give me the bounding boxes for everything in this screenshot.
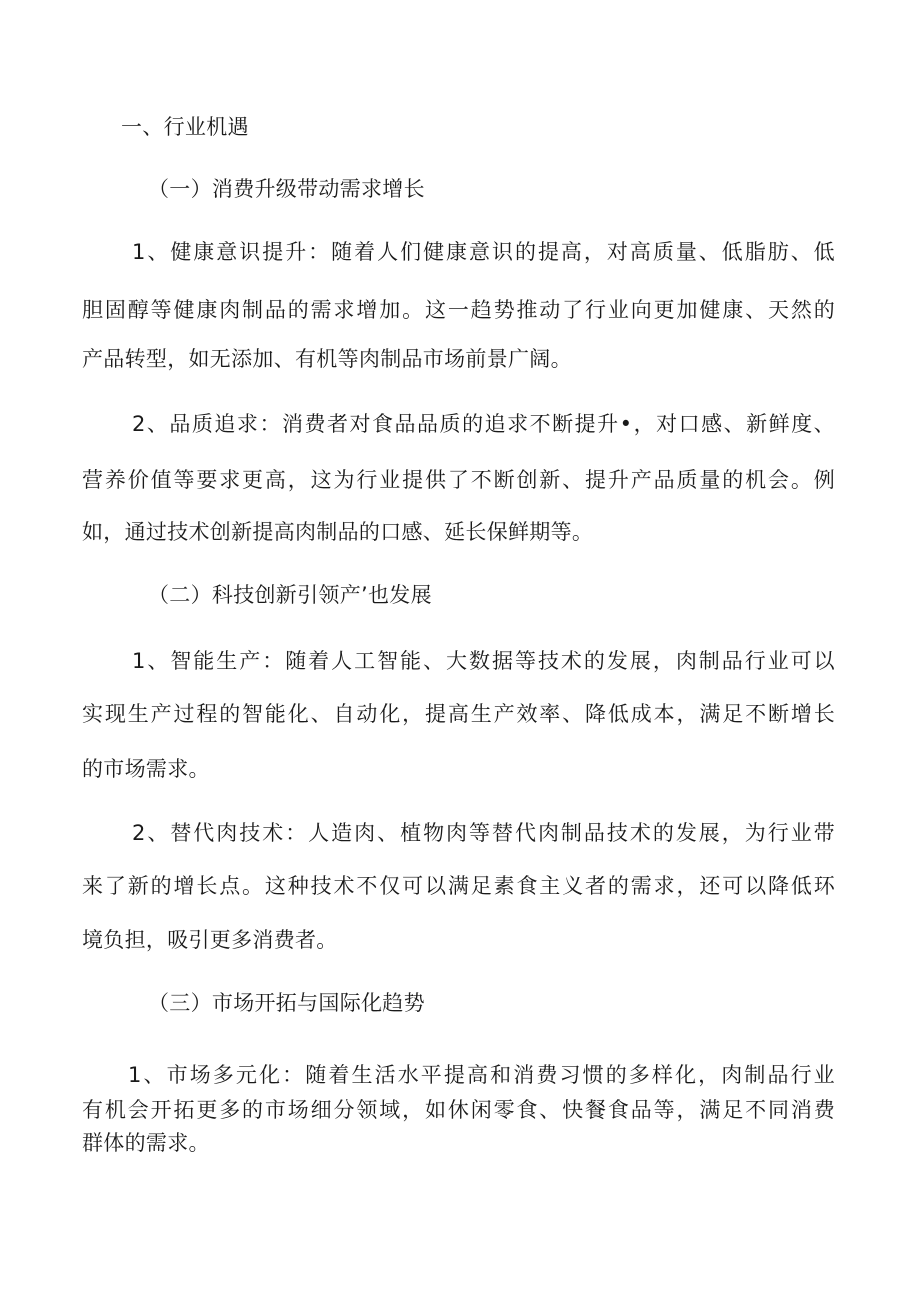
subsection-title-3: （三）市场开拓与国际化趋势 (148, 991, 425, 1015)
paragraph-line: 群体的需求。 (82, 1131, 210, 1155)
subsection-title-2: （二）科技创新引领产’也发展 (148, 583, 432, 607)
paragraph-line: 实现生产过程的智能化、自动化，提高生产效率、降低成本，满足不断增长 (82, 702, 835, 726)
paragraph-line: 产品转型，如无添加、有机等肉制品市场前景广阔。 (82, 347, 572, 371)
subsection-title-1: （一）消费升级带动需求增长 (148, 177, 425, 201)
paragraph-line: 的市场需求。 (82, 757, 210, 781)
paragraph-line: 1、市场多元化：随着生活水平提高和消费习惯的多样化，肉制品行业 (128, 1063, 835, 1087)
paragraph-line: 境负担，吸引更多消费者。 (82, 928, 338, 952)
paragraph-line: 营养价值等要求更高，这为行业提供了不断创新、提升产品质量的机会。例 (82, 468, 835, 492)
paragraph-line: 有机会开拓更多的市场细分领域，如休闲零食、快餐食品等，满足不同消费 (82, 1098, 835, 1122)
paragraph-line: 胆固醇等健康肉制品的需求增加。这一趋势推动了行业向更加健康、天然的 (82, 298, 835, 322)
paragraph-line: 如，通过技术创新提高肉制品的口感、延长保鲜期等。 (82, 520, 594, 544)
paragraph-line: 2、品质追求：消费者对食品品质的追求不断提升•，对口感、新鲜度、 (132, 412, 835, 436)
paragraph-line: 1、智能生产：随着人工智能、大数据等技术的发展，肉制品行业可以 (132, 649, 835, 673)
paragraph-line: 来了新的增长点。这种技术不仅可以满足素食主义者的需求，还可以降低环 (82, 874, 835, 898)
section-heading: 一、行业机遇 (121, 115, 249, 139)
paragraph-line: 2、替代肉技术：人造肉、植物肉等替代肉制品技术的发展，为行业带 (132, 821, 835, 845)
paragraph-line: 1、健康意识提升：随着人们健康意识的提高，对高质量、低脂肪、低 (132, 240, 835, 264)
